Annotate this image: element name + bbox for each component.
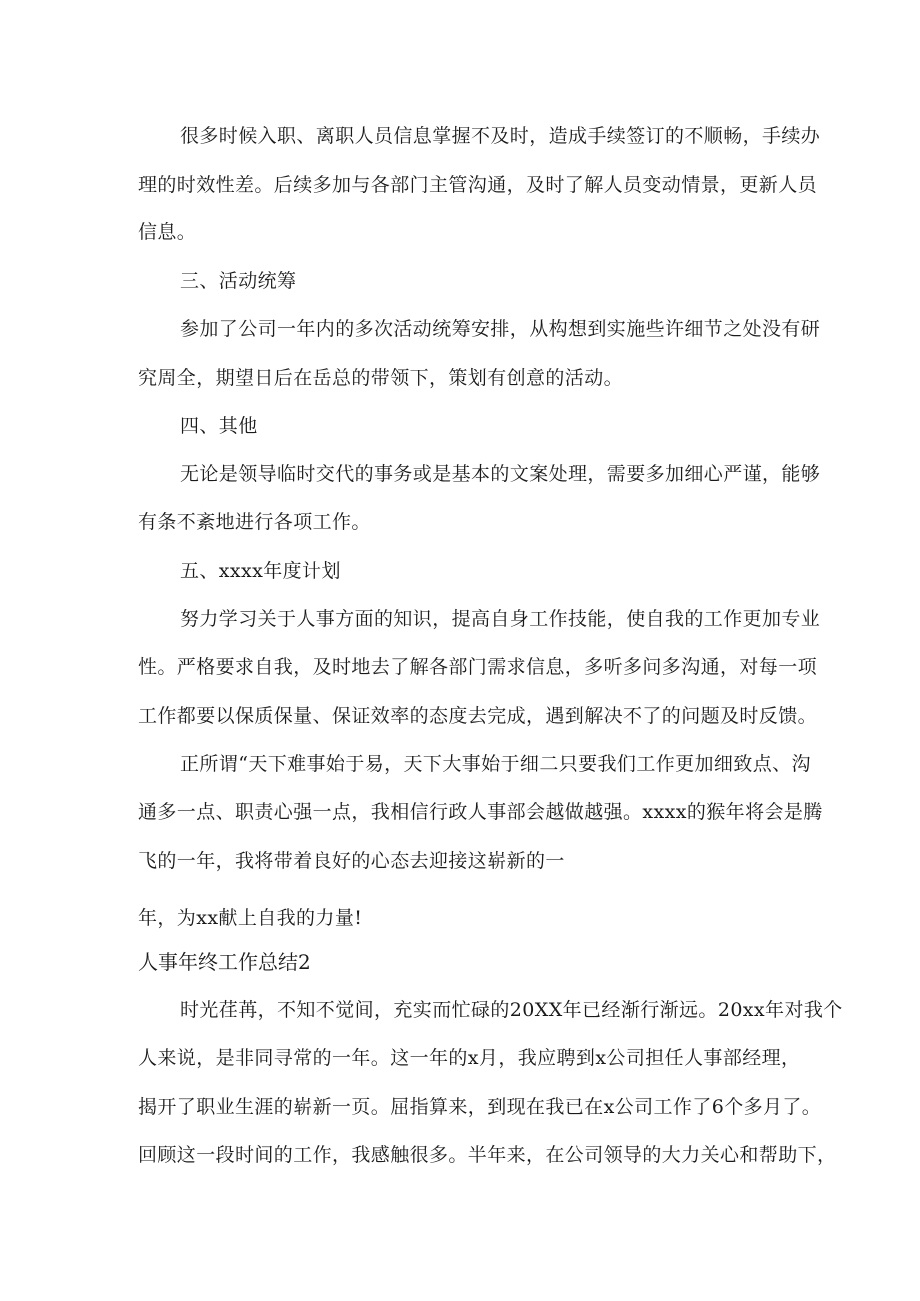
- paragraph-line: 究周全，期望日后在岳总的带领下，策划有创意的活动。: [138, 367, 624, 389]
- paragraph-line: 努力学习关于人事方面的知识，提高自身工作技能，使自我的工作更加专业: [180, 608, 821, 630]
- paragraph-line: 通多一点、职责心强一点，我相信行政人事部会越做越强。xxxx的猴年将会是腾: [138, 801, 823, 823]
- paragraph-line: 无论是领导临时交代的事务或是基本的文案处理，需要多加细心严谨，能够: [180, 463, 821, 485]
- paragraph-line: 有条不紊地进行各项工作。: [138, 511, 371, 533]
- paragraph-line: 信息。: [138, 221, 197, 243]
- paragraph-line: 飞的一年，我将带着良好的心态去迎接这崭新的一: [138, 850, 565, 872]
- paragraph-line: 工作都要以保质保量、保证效率的态度去完成，遇到解决不了的问题及时反馈。: [138, 705, 818, 727]
- paragraph-line: 性。严格要求自我，及时地去了解各部门需求信息，多听多问多沟通，对每一项: [138, 656, 818, 678]
- paragraph-line: 理的时效性差。后续多加与各部门主管沟通，及时了解人员变动情景，更新人员: [138, 174, 818, 196]
- paragraph-line: 时光荏苒，不知不觉间，充实而忙碌的20XX年已经渐行渐远。20xx年对我个: [180, 999, 843, 1021]
- paragraph-line: 参加了公司一年内的多次活动统筹安排，从构想到实施些许细节之处没有研: [180, 318, 821, 340]
- document-title: 人事年终工作总结2: [138, 950, 311, 974]
- paragraph-line: 揭开了职业生涯的崭新一页。屈指算来，到现在我已在x公司工作了6个多月了。: [138, 1096, 822, 1118]
- paragraph-line: 年，为xx献上自我的力量!: [138, 907, 363, 929]
- paragraph-line: 人来说，是非同寻常的一年。这一年的x月，我应聘到x公司担任人事部经理，: [138, 1047, 801, 1069]
- section-heading: 四、其他: [180, 415, 258, 437]
- paragraph-line: 回顾这一段时间的工作，我感触很多。半年来，在公司领导的大力关心和帮助下，: [138, 1144, 837, 1166]
- paragraph-line: 很多时候入职、离职人员信息掌握不及时，造成手续签订的不顺畅，手续办: [180, 125, 821, 147]
- section-heading: 五、xxxx年度计划: [180, 560, 341, 582]
- paragraph-line: 正所谓“天下难事始于易，天下大事始于细二只要我们工作更加细致点、沟: [180, 753, 811, 775]
- section-heading: 三、活动统筹: [180, 270, 297, 292]
